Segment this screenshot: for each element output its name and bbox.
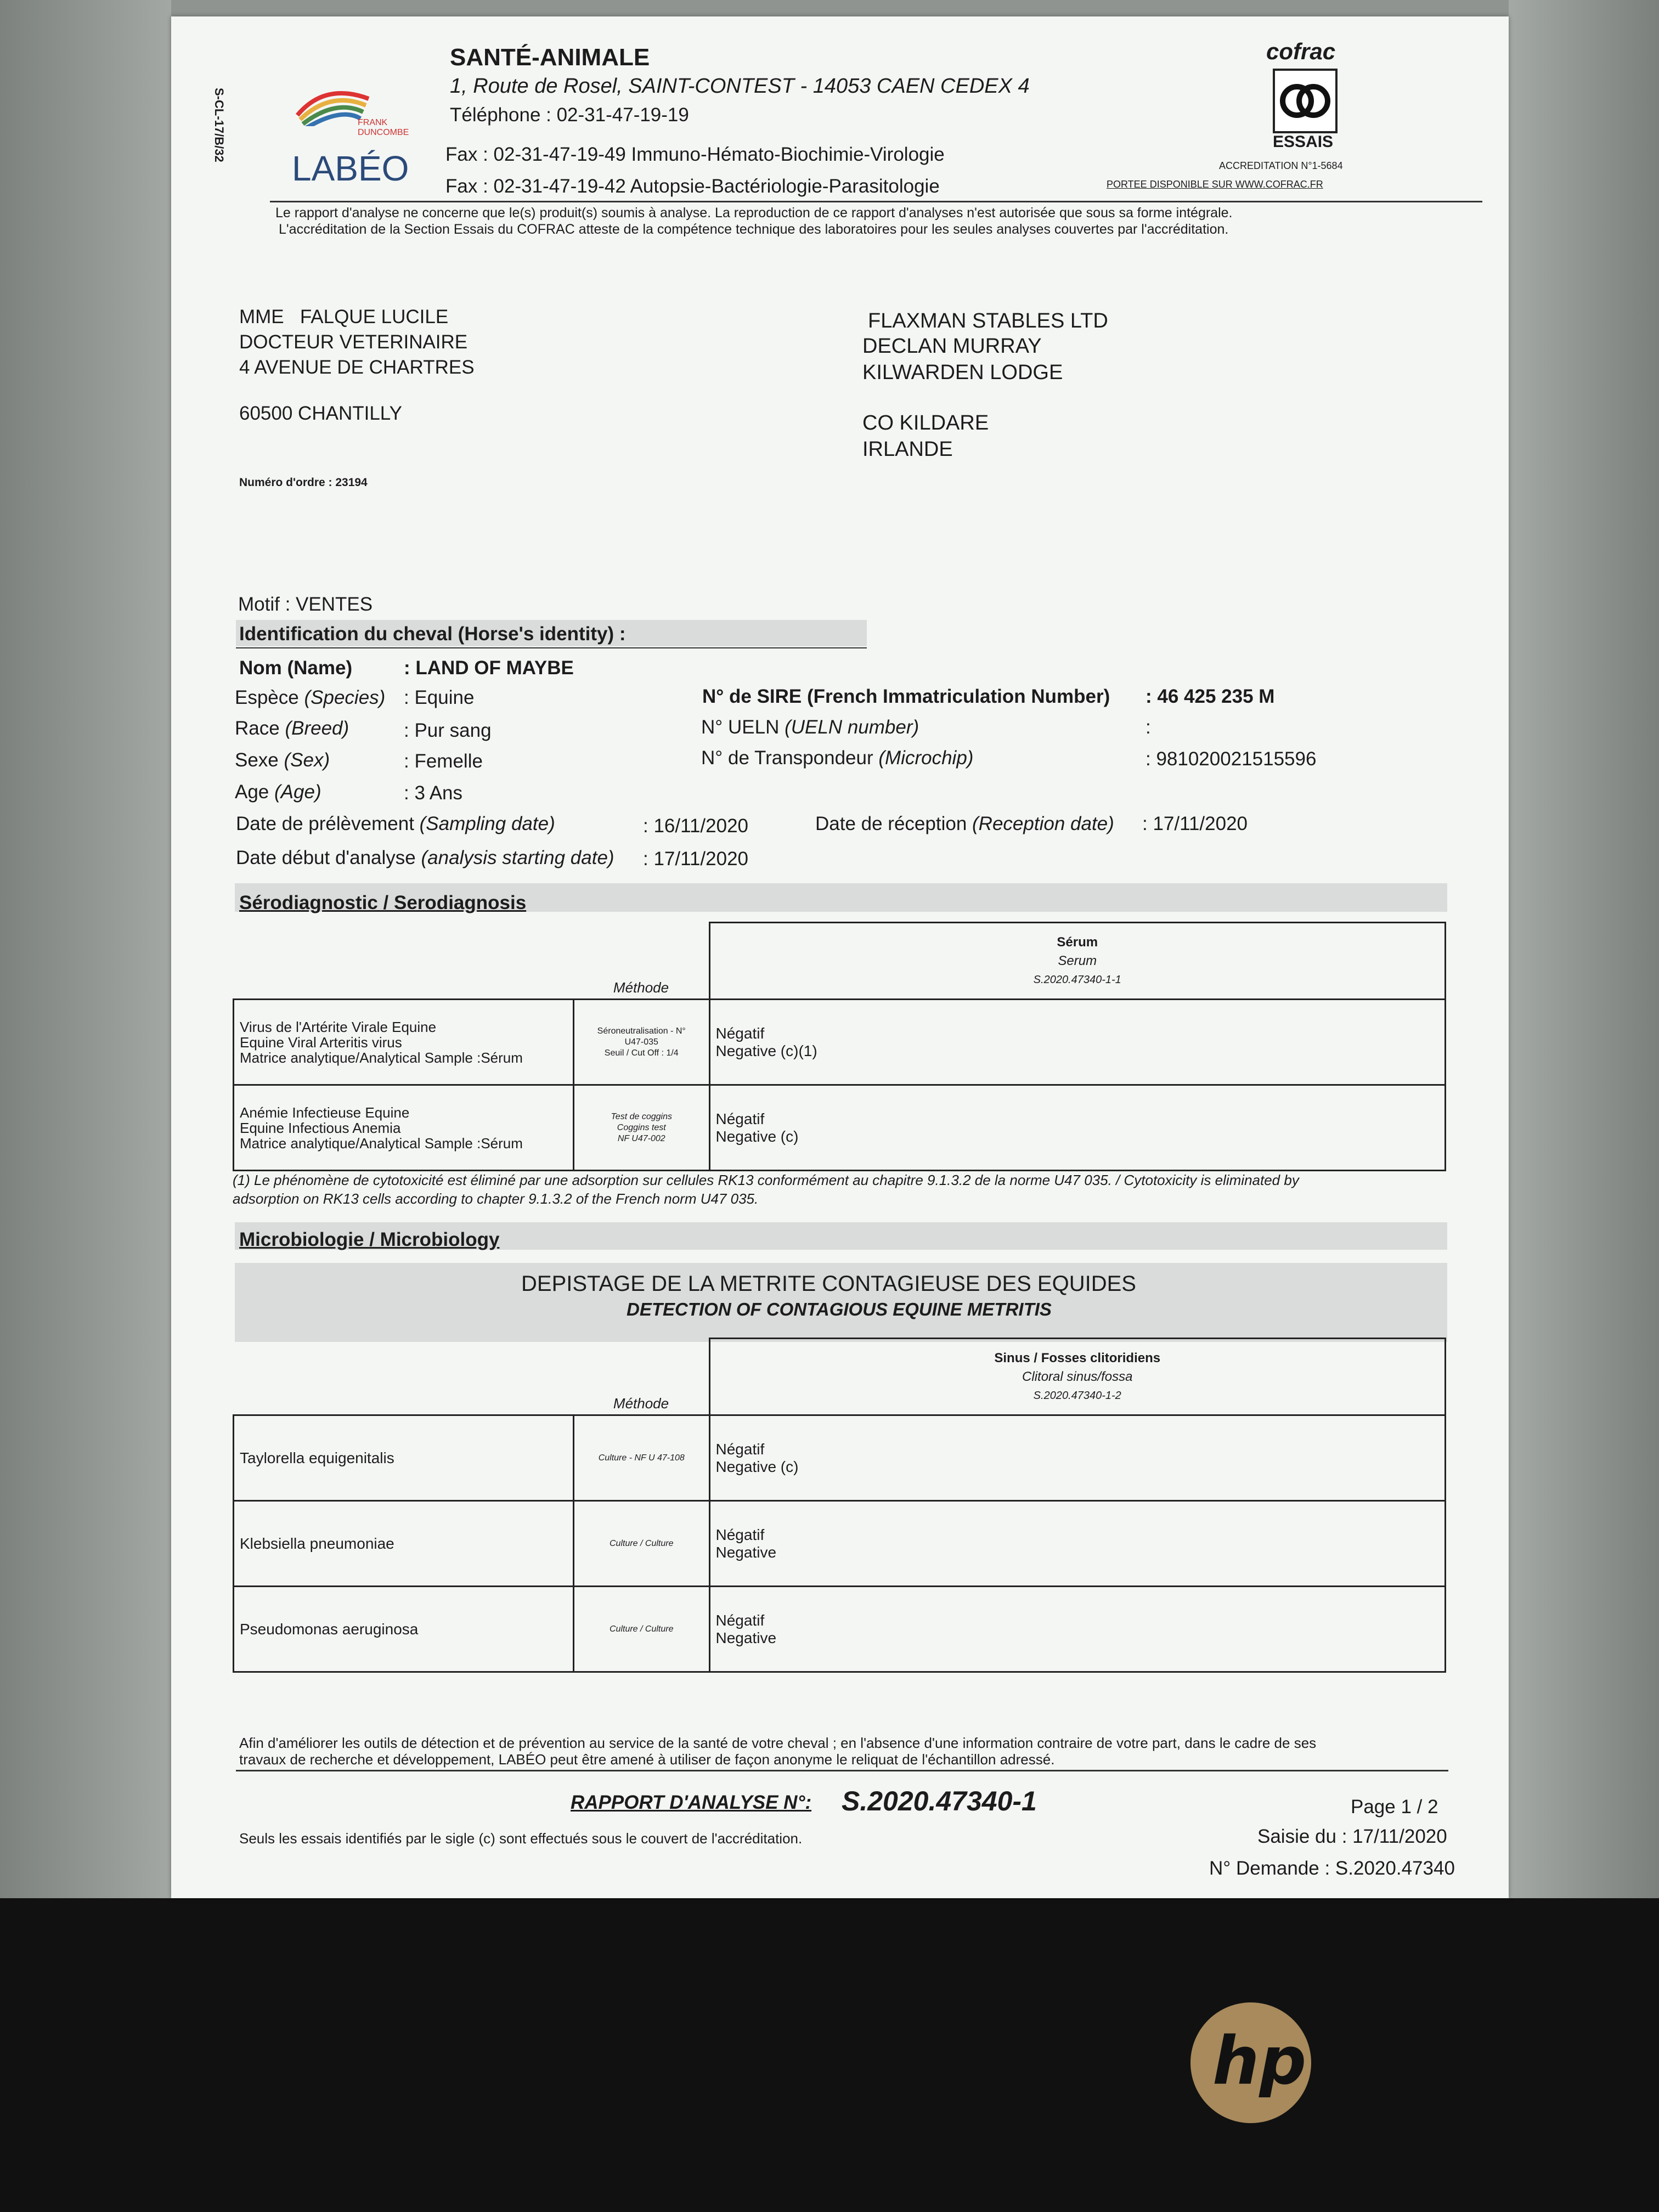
micro-column-header: Sinus / Fosses clitoridiens Clitoral sinus/fossa S.2020.47340-1-2 <box>709 1339 1446 1415</box>
breed-label: Race (Breed) <box>235 718 349 739</box>
labeo-logo <box>281 82 435 192</box>
accreditation-number: ACCREDITATION N°1-5684 <box>1219 160 1343 171</box>
report-label: RAPPORT D'ANALYSE N°: <box>571 1792 812 1813</box>
identity-heading: Identification du cheval (Horse's identity) : <box>239 623 626 645</box>
micro-subtitle: DETECTION OF CONTAGIOUS EQUINE METRITIS <box>627 1299 1052 1319</box>
sampling-value: : 16/11/2020 <box>643 815 749 837</box>
age-value: : 3 Ans <box>404 782 463 804</box>
table-row: Pseudomonas aeruginosa Culture / Culture Négatif Negative <box>234 1587 1446 1672</box>
recipient-line-2: DOCTEUR VETERINAIRE <box>239 331 468 353</box>
page-number: Page 1 / 2 <box>1351 1796 1438 1818</box>
monitor-background-left <box>0 0 171 1898</box>
sero-footnote-2: adsorption on RK13 cells according to chapter 9.1.3.2 of the French norm U47 035. <box>233 1190 759 1207</box>
identity-rule <box>236 647 867 648</box>
owner-line-1: FLAXMAN STABLES LTD <box>868 309 1108 332</box>
owner-line-4: CO KILDARE <box>862 411 989 435</box>
sex-label: Sexe (Sex) <box>235 749 330 771</box>
sero-table <box>233 922 1446 1171</box>
cofrac-essais: ESSAIS <box>1273 133 1334 151</box>
table-row: Virus de l'Artérite Virale Equine Equine Viral Arteritis virus Matrice analytique/Analytical Sample :Sérum Séroneutralisation - N° U47-035 Seuil / Cut Off : 1/4 Négatif Negative (c)(1) <box>234 1000 1446 1085</box>
transponder-value: : 981020021515596 <box>1146 748 1317 770</box>
reception-value: : 17/11/2020 <box>1142 813 1248 834</box>
start-label: Date début d'analyse (analysis starting date) <box>236 847 614 868</box>
lab-fax-1: Fax : 02-31-47-19-49 Immuno-Hémato-Biochimie-Virologie <box>445 144 945 165</box>
species-label: Espèce (Species) <box>235 687 386 708</box>
breed-value: : Pur sang <box>404 720 492 741</box>
horse-name-value: : LAND OF MAYBE <box>404 657 574 679</box>
table-row: Anémie Infectieuse Equine Equine Infectious Anemia Matrice analytique/Analytical Sample :Sérum Test de coggins Coggins test NF U47-002 Négatif Negative (c) <box>234 1085 1446 1171</box>
report-number: S.2020.47340-1 <box>842 1786 1037 1816</box>
recipient-line-4: 60500 CHANTILLY <box>239 403 403 424</box>
notice-line-1: Le rapport d'analyse ne concerne que le(s) produit(s) soumis à analyse. La reproduction de ce rapport d'analyses n'est autorisée que sous sa forme intégrale. <box>275 205 1233 221</box>
lab-phone: Téléphone : 02-31-47-19-19 <box>450 104 689 126</box>
portee-link: PORTEE DISPONIBLE SUR WWW.COFRAC.FR <box>1107 179 1323 190</box>
hp-logo-text: hp <box>1212 2023 1307 2100</box>
header-rule <box>270 201 1482 202</box>
logo-text: LABÉO <box>292 149 409 188</box>
horse-name-label: Nom (Name) <box>239 657 353 679</box>
sex-value: : Femelle <box>404 751 483 772</box>
sero-heading: Sérodiagnostic / Serodiagnosis <box>239 892 527 913</box>
lab-title: SANTÉ-ANIMALE <box>450 44 650 71</box>
owner-line-5: IRLANDE <box>862 438 953 461</box>
hp-logo <box>1190 2002 1311 2123</box>
ueln-label: N° UELN (UELN number) <box>701 716 919 738</box>
species-value: : Equine <box>404 687 475 708</box>
motif: Motif : VENTES <box>238 594 373 615</box>
table-row: Klebsiella pneumoniae Culture / Culture Négatif Negative <box>234 1501 1446 1587</box>
report-page <box>171 16 1509 1898</box>
owner-line-3: KILWARDEN LODGE <box>862 361 1063 384</box>
sire-label: N° de SIRE (French Immatriculation Number) <box>702 686 1110 707</box>
saisie-date: Saisie du : 17/11/2020 <box>1257 1826 1447 1847</box>
sero-method-header: Méthode <box>613 979 669 996</box>
start-value: : 17/11/2020 <box>643 848 749 870</box>
ueln-value: : <box>1146 716 1151 738</box>
cofrac-logo <box>1263 38 1345 154</box>
lab-address: 1, Route de Rosel, SAINT-CONTEST - 14053 CAEN CEDEX 4 <box>450 75 1030 98</box>
logo-small-text: FRANK DUNCOMBE <box>358 118 409 137</box>
micro-heading: Microbiologie / Microbiology <box>239 1229 500 1250</box>
demande-number: N° Demande : S.2020.47340 <box>1209 1858 1455 1879</box>
monitor-bezel <box>0 1898 1659 2212</box>
order-number: Numéro d'ordre : 23194 <box>239 476 368 489</box>
recipient-line-1: MME FALQUE LUCILE <box>239 306 449 328</box>
improve-line-1: Afin d'améliorer les outils de détection et de prévention au service de la santé de votre cheval ; en l'absence d'une information contraire de votre part, dans le cadre de ses <box>239 1735 1317 1751</box>
sampling-label: Date de prélèvement (Sampling date) <box>236 813 555 834</box>
sire-value: : 46 425 235 M <box>1146 686 1275 707</box>
micro-title: DEPISTAGE DE LA METRITE CONTAGIEUSE DES EQUIDES <box>521 1272 1136 1296</box>
side-code: S-CL-17/B/32 <box>212 88 226 162</box>
lab-fax-2: Fax : 02-31-47-19-42 Autopsie-Bactériologie-Parasitologie <box>445 176 940 197</box>
micro-table <box>233 1338 1446 1673</box>
sero-footnote-1: (1) Le phénomène de cytotoxicité est éliminé par une adsorption sur cellules RK13 conformément au chapitre 9.1.3.2 de la norme U47 035. / Cytotoxicity is eliminated by <box>233 1172 1299 1188</box>
notice-line-2: L'accréditation de la Section Essais du COFRAC atteste de la compétence technique des laboratoires pour les seules analyses couvertes par l'accréditation. <box>279 222 1229 237</box>
recipient-line-3: 4 AVENUE DE CHARTRES <box>239 357 475 378</box>
cofrac-brand: cofrac <box>1266 38 1336 64</box>
age-label: Age (Age) <box>235 781 321 803</box>
table-row: Taylorella equigenitalis Culture - NF U 47-108 Négatif Negative (c) <box>234 1415 1446 1501</box>
accredited-note: Seuls les essais identifiés par le sigle (c) sont effectués sous le couvert de l'accréditation. <box>239 1830 803 1847</box>
cofrac-emblem-icon <box>1273 69 1338 133</box>
transponder-label: N° de Transpondeur (Microchip) <box>701 747 974 769</box>
sero-column-header: Sérum Serum S.2020.47340-1-1 <box>709 923 1446 1000</box>
monitor-background-right <box>1509 0 1659 1898</box>
owner-line-2: DECLAN MURRAY <box>862 335 1042 358</box>
micro-method-header: Méthode <box>613 1395 669 1412</box>
reception-label: Date de réception (Reception date) <box>815 813 1114 834</box>
improve-line-2: travaux de recherche et développement, LABÉO peut être amené à utiliser de façon anonyme le reliquat de l'échantillon adressé. <box>239 1751 1055 1768</box>
footer-rule <box>236 1770 1448 1771</box>
